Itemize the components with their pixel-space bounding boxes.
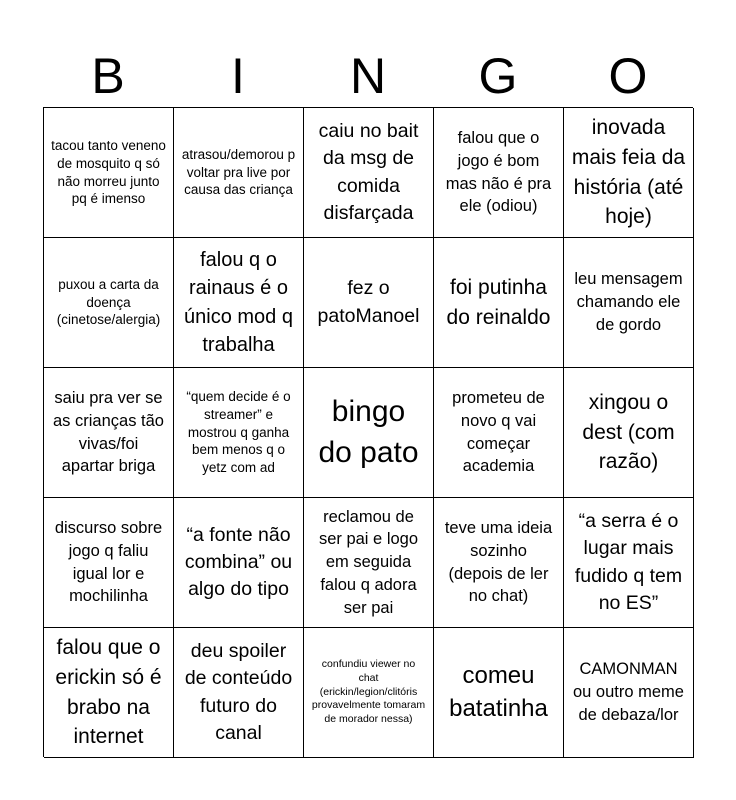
- header-letter-b: B: [91, 48, 125, 104]
- bingo-cell-text: inovada mais feia da história (até hoje): [571, 115, 686, 229]
- bingo-cell-text: discurso sobre jogo q faliu igual lor e mochilinha: [54, 518, 163, 606]
- bingo-header: [43, 44, 693, 108]
- bingo-cell-r1c4[interactable]: [434, 108, 564, 238]
- bingo-cell-text: falou que o erickin só é brabo na internet: [55, 635, 162, 749]
- bingo-cell-r3c4[interactable]: [434, 368, 564, 498]
- bingo-cell-text: fez o patoManoel: [317, 277, 420, 327]
- bingo-cell-r5c4[interactable]: [434, 628, 564, 758]
- bingo-cell-r5c5[interactable]: [564, 628, 694, 758]
- bingo-cell-r2c3[interactable]: [304, 238, 434, 368]
- bingo-cell-r4c3[interactable]: [304, 498, 434, 628]
- bingo-cell-text: puxou a carta da doença (cinetose/alergia): [56, 276, 161, 328]
- bingo-cell-r1c5[interactable]: [564, 108, 694, 238]
- bingo-cell-text: atrasou/demorou p voltar pra live por causa das criança: [181, 146, 296, 198]
- bingo-cell-text: falou que o jogo é bom mas não é pra ele (odiou): [445, 128, 552, 216]
- bingo-cell-r2c1[interactable]: [44, 238, 174, 368]
- bingo-board: [43, 107, 693, 757]
- bingo-cell-text: “quem decide é o streamer” e mostrou q ganha bem menos q o yetz com ad: [186, 388, 291, 476]
- bingo-cell-r2c5[interactable]: [564, 238, 694, 368]
- bingo-cell-text: leu mensagem chamando ele de gordo: [574, 270, 683, 334]
- bingo-cell-r4c4[interactable]: [434, 498, 564, 628]
- bingo-cell-r3c1[interactable]: [44, 368, 174, 498]
- bingo-cell-text: falou q o rainaus é o único mod q trabalha: [184, 248, 293, 356]
- bingo-cell-text: saiu pra ver se as crianças tão vivas/foi apartar briga: [53, 388, 164, 476]
- header-letter-g: G: [478, 48, 518, 104]
- bingo-cell-text: xingou o dest (com razão): [582, 390, 675, 474]
- header-letter-n: N: [349, 48, 387, 104]
- bingo-cell-r3c5[interactable]: [564, 368, 694, 498]
- bingo-cell-text: tacou tanto veneno de mosquito q só não morreu junto pq é imenso: [51, 137, 166, 207]
- bingo-cell-r3c2[interactable]: [174, 368, 304, 498]
- bingo-cell-r1c2[interactable]: [174, 108, 304, 238]
- bingo-cell-r4c2[interactable]: [174, 498, 304, 628]
- bingo-cell-text: prometeu de novo q vai começar academia: [452, 388, 545, 476]
- bingo-cell-text: “a fonte não combina” ou algo do tipo: [184, 523, 293, 601]
- bingo-cell-text: foi putinha do reinaldo: [446, 275, 551, 329]
- bingo-cell-text: confundiu viewer no chat (erickin/legion/clitóris provavelmente tomaram de morador nessa): [311, 657, 426, 726]
- bingo-cell-r4c5[interactable]: [564, 498, 694, 628]
- bingo-cell-text: bingo do pato: [318, 395, 419, 469]
- bingo-cell-r2c4[interactable]: [434, 238, 564, 368]
- bingo-cell-text: teve uma ideia sozinho (depois de ler no chat): [444, 518, 553, 606]
- bingo-cell-text: CAMONMAN ou outro meme de debaza/lor: [573, 660, 684, 724]
- bingo-cell-r2c2[interactable]: [174, 238, 304, 368]
- bingo-cell-text: comeu batatinha: [449, 662, 548, 722]
- bingo-cell-text: caiu no bait da msg de comida disfarçada: [318, 119, 419, 224]
- bingo-cell-r1c3[interactable]: [304, 108, 434, 238]
- bingo-cell-r3c3[interactable]: [304, 368, 434, 498]
- bingo-cell-text: “a serra é o lugar mais fudido q tem no ES”: [574, 509, 683, 614]
- header-letter-o: O: [608, 48, 648, 104]
- bingo-cell-r5c2[interactable]: [174, 628, 304, 758]
- bingo-cell-text: reclamou de ser pai e logo em seguida falou q adora ser pai: [318, 507, 419, 617]
- bingo-cell-r5c3[interactable]: [304, 628, 434, 758]
- bingo-cell-r4c1[interactable]: [44, 498, 174, 628]
- bingo-cell-r1c1[interactable]: [44, 108, 174, 238]
- bingo-cell-r5c1[interactable]: [44, 628, 174, 758]
- header-letter-i: I: [231, 48, 245, 104]
- bingo-cell-text: deu spoiler de conteúdo futuro do canal: [184, 639, 293, 744]
